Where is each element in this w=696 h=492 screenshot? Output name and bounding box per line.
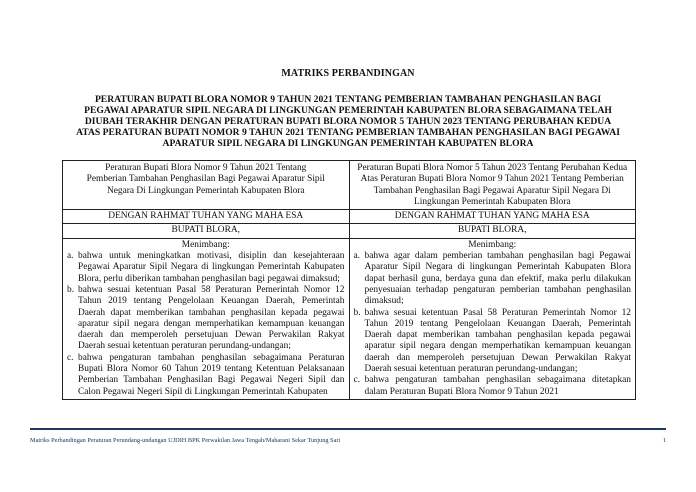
subtitle-line: PERATURAN BUPATI BLORA NOMOR 9 TAHUN 2021 TENTANG PEMBERIAN TAMBAHAN PENGHASILAN BAGI [94, 94, 602, 105]
opening-row [63, 210, 636, 224]
item-text: bahwa sesuai ketentuan Pasal 58 Peraturan Pemerintah Nomor 12 Tahun 2019 tentang Pengelolaan Keuangan Daerah, Pemerintah Daerah dapat memberikan tambahan penghasilan kepada pegawai aparatur sipil negara dengan memperhatikan kemampuan keuangan daerah dan memperoleh persetujuan Dewan Perwakilan Rakyat Daerah sesuai ketentuan peraturan perundang-undangan; [364, 307, 631, 375]
comparison-table [62, 160, 636, 400]
regent-row [63, 224, 636, 238]
right-item-a [354, 251, 632, 307]
item-label: c. [353, 375, 361, 386]
right-item-b [354, 308, 632, 376]
left-item-a [67, 251, 345, 285]
item-text: bahwa agar dalam pemberian tambahan penghasilan bagi Pegawai Aparatur Sipil Negara di lingkungan Pemerintah Kabupaten Blora dapat berhasil guna, berdaya guna dan efektif, maka perlu dilakukan penyesuaian terhadap pengaturan pemberian tambahan penghasilan dimaksud; [364, 251, 631, 307]
subtitle-line: PEGAWAI APARATUR SIPIL NEGARA DI LINGKUNGAN PEMERINTAH KABUPATEN BLORA SEBAGAIMANA TELAH [84, 105, 612, 116]
subtitle-line: APARATUR SIPIL NEGARA DI LINGKUNGAN PEMERINTAH KABUPATEN BLORA [162, 138, 534, 149]
item-text: bahwa pengaturan tambahan penghasilan sebagaimana Peraturan Bupati Blora Nomor 60 Tahun 2019 tentang Ketentuan Pelaksanaan Pemberian Tambahan Penghasilan Bagi Pegawai Negeri Sipil dan Calon Pegawai Negeri Sipil di Lingkungan Pemerintah Kabupaten [78, 352, 345, 397]
left-column-header: Peraturan Bupati Blora Nomor 9 Tahun 2021 Tentang Pemberian Tambahan Penghasilan Bagi Pegawai Aparatur Sipil Negara Di Lingkungan Pemerintah Kabupaten Blora [63, 161, 350, 210]
left-regent: BUPATI BLORA, [63, 224, 350, 238]
left-considerations [63, 238, 350, 399]
left-item-b [67, 285, 345, 353]
right-menimbang-label: Menimbang: [468, 239, 517, 250]
subtitle-line: ATAS PERATURAN BUPATI NOMOR 9 TAHUN 2021 TENTANG PEMBERIAN TAMBAHAN PENGHASILAN BAGI PEGAWAI [76, 127, 620, 138]
item-label: a. [67, 251, 74, 262]
left-item-c [67, 353, 345, 398]
item-label: a. [353, 251, 361, 262]
page-number: 1 [662, 437, 666, 444]
subtitle-line: DIUBAH TERAKHIR DENGAN PERATURAN BUPATI BLORA NOMOR 5 TAHUN 2023 TENTANG PERUBAHAN KEDUA [84, 116, 612, 127]
left-menimbang-label: Menimbang: [181, 239, 230, 250]
item-text: bahwa sesuai ketentuan Pasal 58 Peraturan Pemerintah Nomor 12 Tahun 2019 tentang Pengelolaan Keuangan Daerah, Pemerintah Daerah dapat memberikan tambahan penghasilan kepada pegawai aparatur sipil negara dengan memperhatikan kemampuan keuangan daerah dan memperoleh persetujuan Dewan Perwakilan Rakyat Daerah sesuai ketentuan peraturan perundang-undangan; [78, 284, 345, 352]
page-footer [30, 437, 666, 444]
document-title: MATRIKS PERBANDINGAN [281, 68, 415, 79]
right-regent: BUPATI BLORA, [349, 224, 636, 238]
right-item-c [354, 375, 632, 398]
document-subtitle [40, 94, 656, 149]
item-text: bahwa untuk meningkatkan motivasi, disiplin dan kesejahteraan Pegawai Aparatur Sipil Negara di lingkungan Pemerintah Kabupaten Blora, perlu diberikan tambahan penghasilan bagi pegawai dimaksud; [78, 251, 345, 284]
footer-text: Matriks Perbandingan Peraturan Perundang-undangan UJDIH BPK Perwakilan Jawa Tengah/Maharani Sekar Tunjung Sari [30, 437, 341, 444]
item-text: bahwa pengaturan tambahan penghasilan sebagaimana ditetapkan dalam Peraturan Bupati Blora Nomor 9 Tahun 2021 [364, 375, 631, 397]
considerations-row [63, 238, 636, 399]
table-header-row [63, 161, 636, 210]
left-opening: DENGAN RAHMAT TUHAN YANG MAHA ESA [63, 210, 350, 224]
footer-divider [30, 428, 666, 430]
right-opening: DENGAN RAHMAT TUHAN YANG MAHA ESA [349, 210, 636, 224]
right-column-header: Peraturan Bupati Blora Nomor 5 Tahun 2023 Tentang Perubahan Kedua Atas Peraturan Bupati Blora Nomor 9 Tahun 2021 Tentang Pemberian Tambahan Penghasilan Bagi Pegawai Aparatur Sipil Negara Di Lingkungan Pemerintah Kabupaten Blora [349, 161, 636, 210]
item-label: c. [67, 352, 74, 363]
item-label: b. [67, 284, 75, 295]
item-label: b. [353, 307, 361, 318]
right-considerations [349, 238, 636, 399]
